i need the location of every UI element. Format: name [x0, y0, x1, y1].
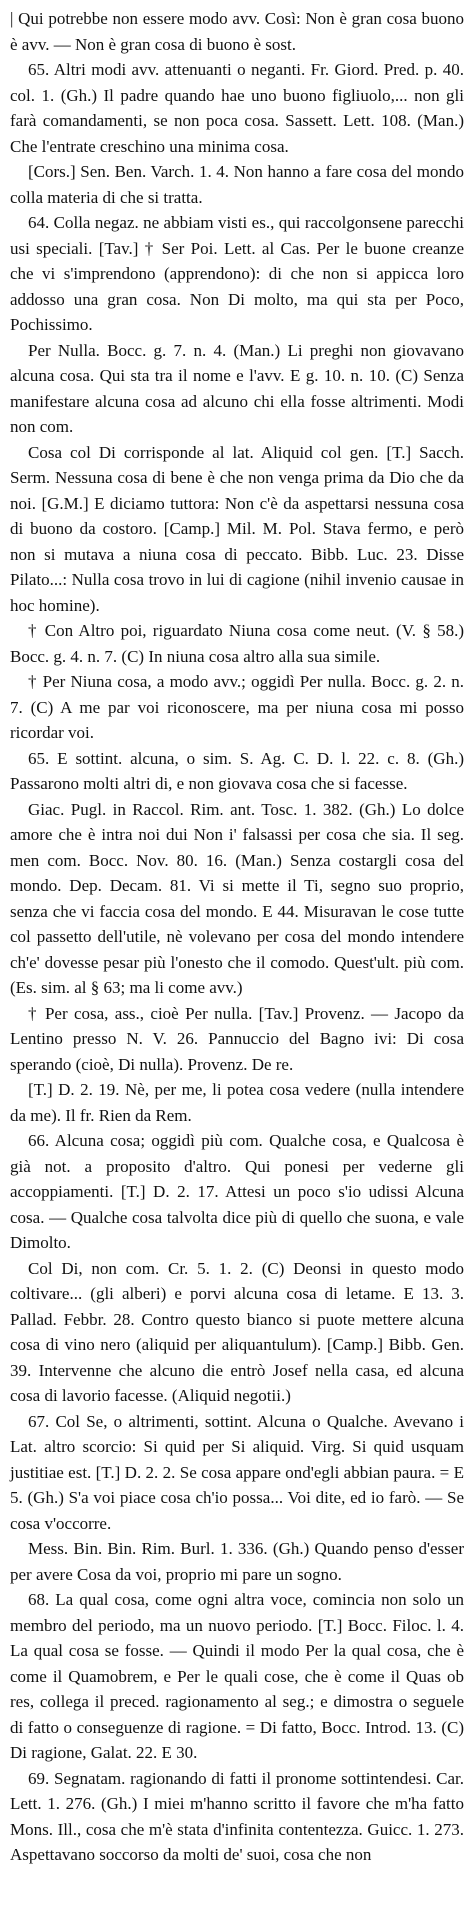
paragraph-per-cosa-ass: † Per cosa, ass., cioè Per nulla. [Tav.] Provenz. — Jacopo da Lentino presso N. V. 26. Pannuccio del Bagno ivi: Di cosa sperando (cioè, Di nulla). Provenz. De re.	[10, 1003, 464, 1074]
paragraph-continuation: | Qui potrebbe non essere modo avv. Così: Non è gran cosa buono è avv. — Non è gran cosa di buono è sost.	[10, 9, 464, 54]
paragraph-d-2-19: [T.] D. 2. 19. Nè, per me, li potea cosa vedere (nulla intendere da me). Il fr. Rien da Rem.	[10, 1080, 464, 1125]
paragraph-mess-bin: Mess. Bin. Bin. Rim. Burl. 1. 336. (Gh.) Quando penso d'esser per avere Cosa da voi, proprio mi pare un sogno.	[10, 1539, 464, 1584]
paragraph-65: 65. E sottint. alcuna, o sim. S. Ag. C. D. l. 22. c. 8. (Gh.) Passarono molti altri di, e non giovava cosa che si facesse.	[10, 748, 464, 793]
paragraph-col-di: Col Di, non com. Cr. 5. 1. 2. (C) Deonsi in questo modo coltivare... (gli alberi) e porvi alcuna cosa di letame. E 13. 3. Pallad. Febbr. 28. Contro questo bianco si puote mettere alcuna cosa di vino nero (aliquid per aliquantulum). [Camp.] Bibb. Gen. 39. Intervenne che alcuno die entrò Josef nella casa, ed alcuna cosa di lavorio facesse. (Aliquid negotii.)	[10, 1258, 464, 1405]
paragraph-64: 64. Colla negaz. ne abbiam visti es., qui raccolgonsene parecchi usi speciali. [Tav.] † Ser Poi. Lett. al Cas. Per le buone creanze che vi s'imprendono (apprendono): di che non si appicca loro addosso una gran cosa. Non Di molto, ma qui sta per Poco, Pochissimo.	[10, 213, 464, 334]
paragraph-68: 68. La qual cosa, come ogni altra voce, comincia non solo un membro del periodo, ma un nuovo periodo. [T.] Bocc. Filoc. l. 4. La qual cosa se fosse. — Quindi il modo Per la qual cosa, che è come il Quamobrem, e Per le quali cose, che è come il Quas ob res, collega il preced. ragionamento al seg.; e dimostra o seguele di fatto o conseguenze di ragione. = Di fatto, Bocc. Introd. 13. (C) Di ragione, Galat. 22. E 30.	[10, 1590, 464, 1762]
paragraph-per-nulla: Per Nulla. Bocc. g. 7. n. 4. (Man.) Li preghi non giovavano alcuna cosa. Qui sta tra il nome e l'avv. E g. 10. n. 10. (C) Senza manifestare alcuna cosa ad alcuno chi ella fosse altrimenti. Modi non com.	[10, 340, 464, 436]
paragraph-63: 65. Altri modi avv. attenuanti o neganti. Fr. Giord. Pred. p. 40. col. 1. (Gh.) Il padre quando hae uno buono figliuolo,... non gli farà comandamenti, se non poca cosa. Sassett. Lett. 108. (Man.) Che l'entrate creschino una minima cosa.	[10, 60, 464, 156]
paragraph-cors: [Cors.] Sen. Ben. Varch. 1. 4. Non hanno a fare cosa del mondo colla materia di che si tratta.	[10, 162, 464, 207]
paragraph-66: 66. Alcuna cosa; oggidì più com. Qualche cosa, e Qualcosa è già not. a proposito d'altro. Qui ponesi per vederne gli accoppiamenti. [T.] D. 2. 17. Attesi un poco s'io udissi Alcuna cosa. — Qualche cosa talvolta dice più di quello che suona, e vale Dimolto.	[10, 1131, 464, 1252]
paragraph-69: 69. Segnatam. ragionando di fatti il pronome sottintendesi. Car. Lett. 1. 276. (Gh.) I miei m'hanno scritto il favore che m'ha fatto Mons. Ill., cosa che m'è stata d'infinita contentezza. Guicc. 1. 273. Aspettavano soccorso da molti de' suoi, cosa che non	[10, 1768, 464, 1864]
paragraph-giac-pugl: Giac. Pugl. in Raccol. Rim. ant. Tosc. 1. 382. (Gh.) Lo dolce amore che è intra noi dui Non i' falsassi per cosa che sia. Il seg. men com. Bocc. Nov. 80. 16. (Man.) Senza costargli cosa del mondo. Dep. Decam. 81. Vi si mette il Ti, segno suo proprio, senza che vi faccia cosa del mondo. E 44. Misuravan le cose tutte col passetto dell'utile, nè volevano per cosa del mondo intendere ch'e' dovesse pesar più l'onesto che il comodo. Quest'ult. più com. (Es. sim. al § 63; ma li come avv.)	[10, 799, 464, 997]
paragraph-con-altro: † Con Altro poi, riguardato Niuna cosa come neut. (V. § 58.) Bocc. g. 4. n. 7. (C) In niuna cosa altro alla sua simile.	[10, 621, 464, 666]
paragraph-per-niuna-cosa: † Per Niuna cosa, a modo avv.; oggidì Per nulla. Bocc. g. 2. n. 7. (C) A me par voi riconoscere, ma per niuna cosa mi posso ricordar voi.	[10, 672, 464, 742]
paragraph-cosa-col-di: Cosa col Di corrisponde al lat. Aliquid col gen. [T.] Sacch. Serm. Nessuna cosa di bene è che non venga prima da Dio che da noi. [G.M.] E diciamo tuttora: Non c'è da aspettarsi nessuna cosa di buono da costoro. [Camp.] Mil. M. Pol. Stava fermo, e però non si mutava a niuna cosa di peccato. Bibb. Luc. 23. Disse Pilato...: Nulla cosa trovo in lui di cagione (nihil invenio causae in hoc homine).	[10, 442, 464, 615]
paragraph-67: 67. Col Se, o altrimenti, sottint. Alcuna o Qualche. Avevano i Lat. altro scorcio: Si quid per Si aliquid. Virg. Si quid usquam justitiae est. [T.] D. 2. 2. Se cosa appare ond'egli abbian paura. = E 5. (Gh.) S'a voi piace cosa ch'io possa... Voi dite, ed io farò. — Se cosa v'occorre.	[10, 1411, 464, 1533]
